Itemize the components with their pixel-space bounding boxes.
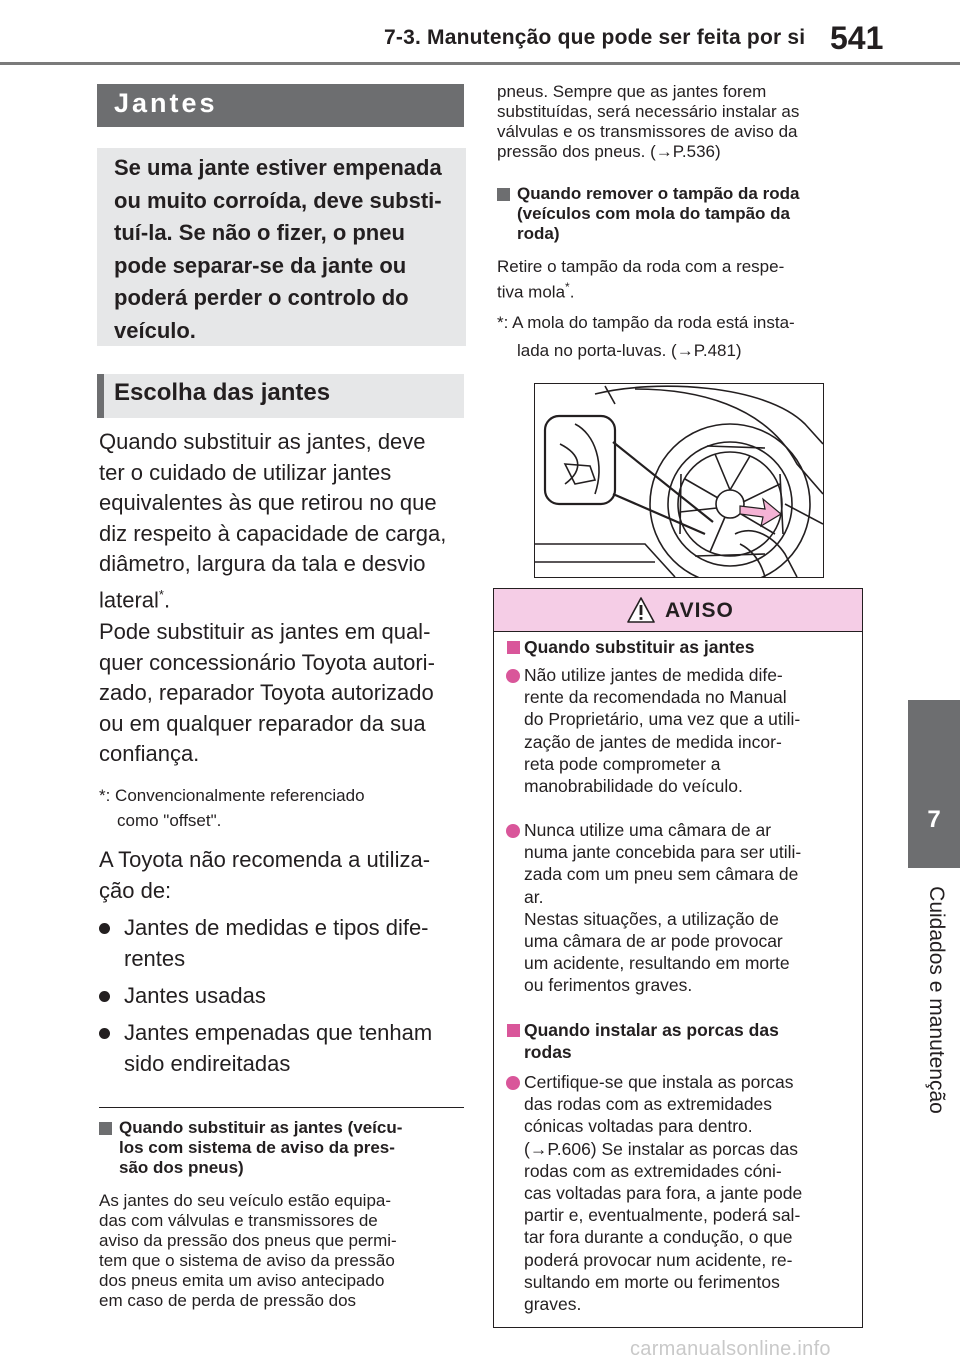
text-line: ar. — [524, 886, 544, 907]
hubcap-removal-illustration — [534, 383, 824, 578]
warning-item-size — [524, 664, 800, 797]
text-line: quer concessionário Toyota autori- — [99, 649, 435, 675]
text-line: rodas com as extremidades cóni- — [524, 1160, 782, 1181]
text-line: pneus. Sempre que as jantes forem — [497, 82, 767, 101]
warning-title: AVISO — [665, 599, 734, 622]
footnote-offset — [99, 783, 365, 833]
text-line: rentes — [124, 945, 186, 971]
watermark: carmanualsonline.info — [630, 1338, 831, 1360]
text-line: das com válvulas e transmissores de — [99, 1211, 378, 1230]
text-line: graves. — [524, 1294, 582, 1315]
chapter-tab — [908, 700, 960, 868]
running-header-title: 7-3. Manutenção que pode ser feita por si — [384, 26, 806, 49]
caution-line: pode separar-se da jante ou — [114, 252, 407, 278]
text-line: Retire o tampão da roda com a respe- — [497, 257, 785, 276]
warning-heading-nuts — [524, 1019, 779, 1063]
footnote-marker: * — [565, 280, 570, 294]
chapter-title: Cuidados e manutenção — [925, 886, 948, 1114]
text-line: Jantes de medidas e tipos dife- — [124, 915, 429, 940]
text-line: diz respeito à capacidade de carga, — [99, 520, 447, 546]
text-line: Não utilize jantes de medida dife- — [524, 665, 783, 685]
subsection-title: Escolha das jantes — [114, 379, 331, 406]
text-line: (veículos com mola do tampão da — [517, 204, 791, 223]
subsection-heading — [97, 374, 464, 418]
text-line: aviso da pressão dos pneus que permi- — [99, 1231, 397, 1250]
text-line: zado, reparador Toyota autorizado — [99, 680, 434, 705]
footnote-line: *: Convencionalmente referenciado — [99, 786, 365, 805]
caution-line: tuí-la. Se não o fizer, o pneu — [114, 220, 405, 245]
text-line: dos pneus emita um aviso antecipado — [99, 1271, 385, 1290]
text-line: ção de: — [99, 877, 172, 903]
warning-triangle-icon — [626, 596, 656, 624]
text-line: manobrabilidade do veículo. — [524, 776, 743, 797]
text-line: As jantes do seu veículo estão equipa- — [99, 1191, 392, 1210]
warning-box — [493, 588, 863, 1328]
bullet-dot — [99, 923, 110, 934]
note-body-tpws — [99, 1191, 397, 1311]
bullet-dot — [99, 1028, 110, 1039]
text-line: ou em qualquer reparador da sua — [99, 710, 426, 736]
text-line: tar fora durante a condução, o que — [524, 1227, 793, 1248]
pink-square-bullet-icon — [507, 641, 520, 654]
pink-square-bullet-icon — [507, 1024, 520, 1037]
square-bullet-icon — [497, 188, 510, 201]
text-line: lateral — [99, 586, 159, 612]
text-line: sido endireitadas — [124, 1050, 291, 1076]
warning-item-inner-tube — [524, 819, 801, 997]
caution-summary-box — [97, 148, 466, 346]
text-line: Quando substituir as jantes, deve — [99, 429, 426, 454]
note-heading-text — [119, 1118, 402, 1178]
chapter-title-vertical — [924, 880, 948, 1120]
footnote-spring — [497, 309, 795, 365]
text-line: uma câmara de ar pode provocar — [524, 931, 783, 952]
text-line: numa jante concebida para ser utili- — [524, 842, 802, 863]
text-line: Pode substituir as jantes em qual- — [99, 619, 431, 644]
text-line: em caso de perda de pressão dos — [99, 1291, 357, 1310]
divider — [99, 1107, 464, 1108]
footnote-line: *: A mola do tampão da roda está insta- — [497, 313, 795, 332]
list-item-text — [124, 913, 429, 974]
text-line: los com sistema de aviso da pres- — [119, 1138, 395, 1157]
caution-line: veículo. — [114, 317, 196, 343]
warning-item-nuts — [524, 1071, 802, 1315]
section-title: Jantes — [114, 88, 218, 118]
pink-dot-bullet-icon — [506, 1076, 520, 1090]
text-line: ou ferimentos graves. — [524, 975, 693, 996]
footnote-marker: * — [158, 586, 164, 602]
text-line: roda) — [517, 224, 560, 243]
text-line: confiança. — [99, 741, 200, 766]
paragraph-replace-where — [99, 617, 435, 770]
text-line: reta pode comprometer a — [524, 753, 721, 774]
text-line: Quando remover o tampão da roda — [517, 184, 800, 203]
list-item-text: Jantes usadas — [124, 983, 266, 1008]
text-line: poderá provocar num acidente, re- — [524, 1249, 793, 1270]
wheel-illustration — [535, 384, 823, 577]
text-line: das rodas com as extremidades — [524, 1094, 773, 1115]
footnote-line: lada no porta-luvas. (→P.481) — [517, 341, 742, 360]
caution-line: ou muito corroída, deve substi- — [114, 187, 442, 213]
text-line: equivalentes às que retirou no que — [99, 490, 437, 515]
section-heading — [97, 84, 464, 127]
bullet-dot — [99, 991, 110, 1002]
text-line: Jantes empenadas que tenham — [124, 1020, 433, 1045]
text-line: são dos pneus) — [119, 1158, 244, 1177]
note-body-hubcap — [497, 257, 784, 303]
paragraph-not-recommended — [99, 845, 430, 906]
text-line: A Toyota não recomenda a utiliza- — [99, 847, 431, 872]
text-line: diâmetro, largura da tala e desvio — [99, 551, 426, 576]
text-line: zada com um pneu sem câmara de — [524, 864, 799, 885]
caution-summary-text — [114, 152, 454, 347]
pink-dot-bullet-icon — [506, 669, 520, 683]
note-heading-text — [517, 184, 799, 244]
caution-line: Se uma jante estiver empenada — [114, 155, 442, 180]
text-line: Nunca utilize uma câmara de ar — [524, 820, 772, 840]
text-line: partir e, eventualmente, poderá sal- — [524, 1205, 801, 1226]
chapter-number: 7 — [927, 806, 941, 833]
page-number: 541 — [830, 20, 884, 56]
warning-heading-replace: Quando substituir as jantes — [524, 637, 755, 657]
text-line: Certifique-se que instala as porcas — [524, 1072, 794, 1092]
text-line: cónicas voltadas para dentro. — [524, 1116, 753, 1137]
square-bullet-icon — [99, 1122, 112, 1135]
warning-header — [494, 589, 862, 632]
text-line: Nestas situações, a utilização de — [524, 908, 779, 929]
note-body-tpws-continued — [497, 82, 799, 162]
list-item-text — [124, 1018, 432, 1079]
text-line: ter o cuidado de utilizar jantes — [99, 459, 392, 485]
text-line: rodas — [524, 1042, 572, 1063]
text-line: sultando em morte ou ferimentos — [524, 1271, 780, 1292]
text-line: tem que o sistema de aviso da pressão — [99, 1251, 395, 1270]
text-line: pressão dos pneus. (→P.536) — [497, 142, 721, 161]
text-line: do Proprietário, uma vez que a utili- — [524, 709, 801, 730]
text-line: Quando instalar as porcas das — [524, 1020, 779, 1040]
text-line: válvulas e os transmissores de aviso da — [497, 122, 798, 141]
pink-dot-bullet-icon — [506, 824, 520, 838]
text-line: . — [569, 282, 575, 302]
text-line: um acidente, resultando em morte — [524, 953, 790, 974]
text-line: . — [163, 586, 171, 612]
paragraph-wheel-choice — [99, 427, 446, 615]
caution-line: poderá perder o controlo do — [114, 285, 409, 310]
text-line: (→P.606) Se instalar as porcas das — [524, 1138, 798, 1159]
text-line: zação de jantes de medida incor- — [524, 731, 782, 752]
footnote-line: como "offset". — [117, 811, 222, 830]
header-rule — [0, 62, 960, 65]
text-line: rente da recomendada no Manual — [524, 687, 787, 708]
text-line: cas voltadas para fora, a jante pode — [524, 1183, 803, 1204]
text-line: tiva mola — [497, 282, 566, 302]
text-line: Quando substituir as jantes (veícu- — [119, 1118, 403, 1137]
text-line: substituídas, será necessário instalar as — [497, 102, 800, 121]
